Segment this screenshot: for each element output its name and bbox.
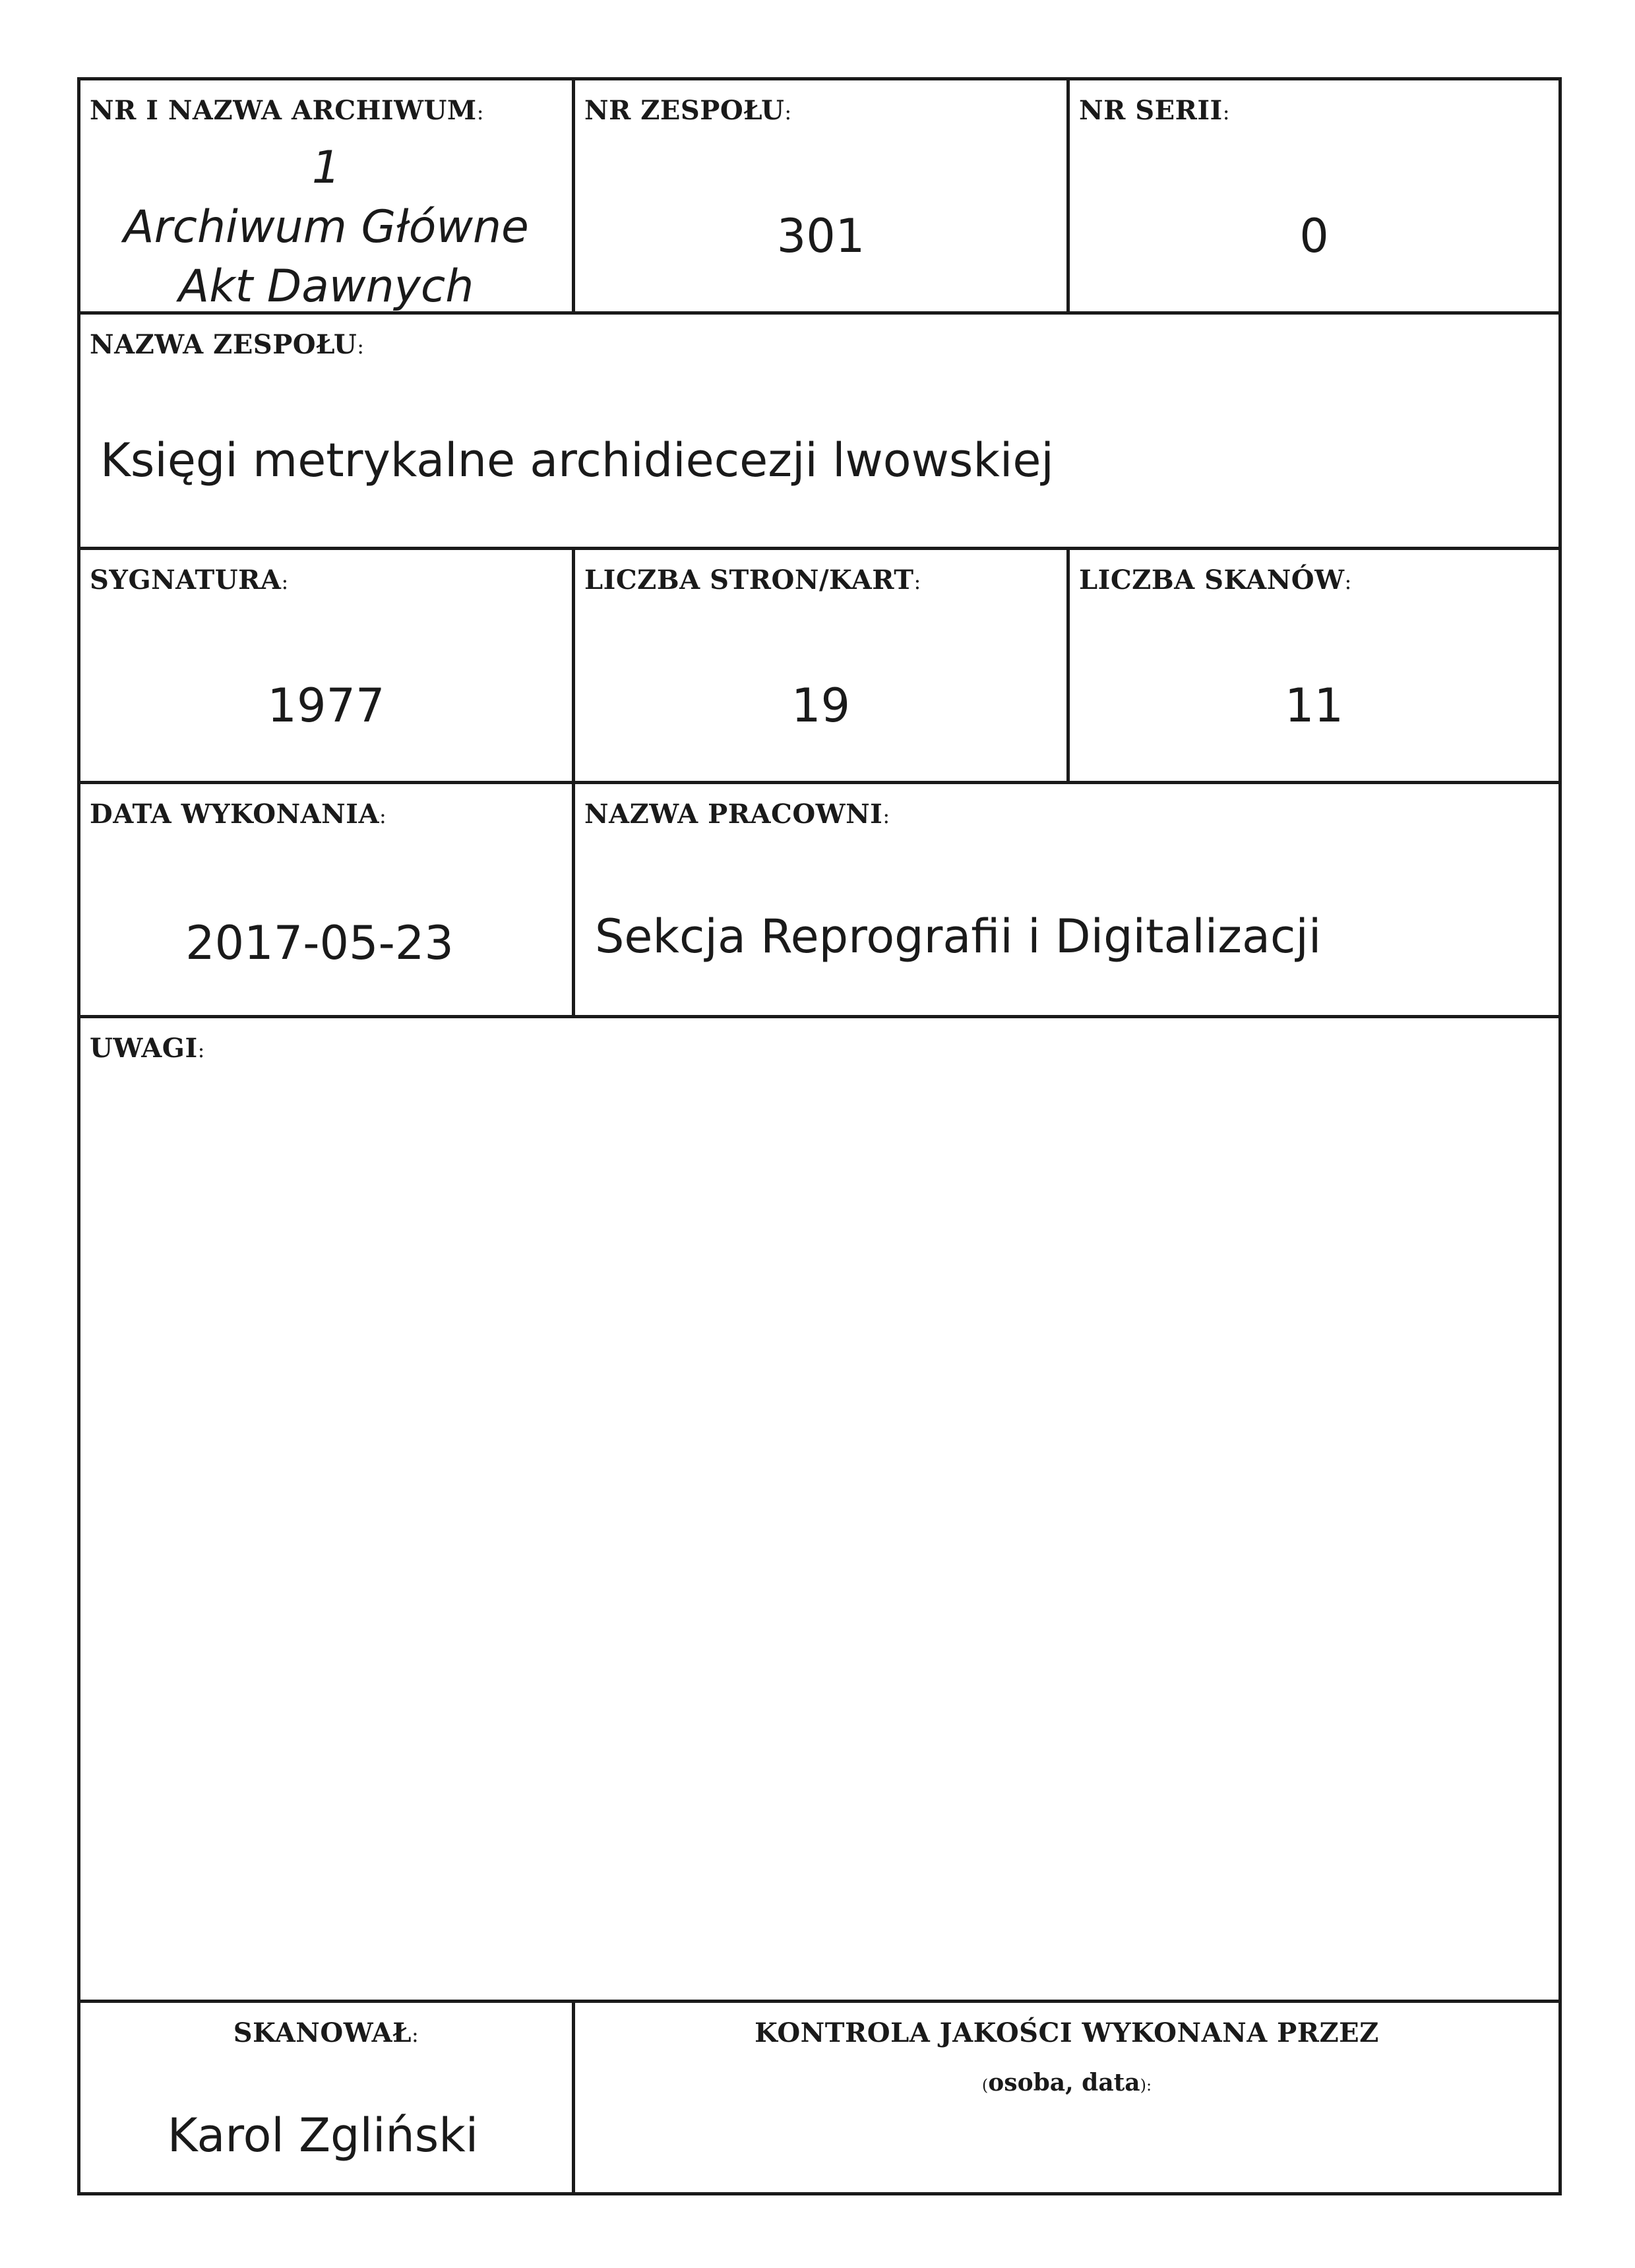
signature-label-text: SYGNATURA: [90, 565, 282, 596]
lab-value: Sekcja Reprografii i Digitalizacji: [595, 909, 1322, 964]
archive-label: NR I NAZWA ARCHIWUM:: [90, 95, 484, 126]
quality-control-sublabel-text: osoba, data: [988, 2069, 1140, 2097]
archive-name-block: [80, 138, 572, 317]
fonds-name-cell: [80, 315, 1558, 550]
archive-number: 1: [311, 142, 341, 194]
scans-cell: [1070, 550, 1558, 784]
fonds-name-value: Księgi metrykalne archidiecezji lwowskiej: [100, 433, 1054, 487]
scanned-by-label: SKANOWAŁ:: [233, 2017, 419, 2048]
series-label-text: NR SERII: [1079, 95, 1223, 126]
scans-label: LICZBA SKANÓW:: [1079, 565, 1352, 596]
series-value: 0: [1299, 209, 1329, 263]
quality-control-cell: [575, 2003, 1558, 2192]
archive-cell: [80, 80, 575, 315]
lab-cell: [575, 784, 1558, 1018]
date-label: DATA WYKONANIA:: [90, 799, 387, 830]
quality-control-label: KONTROLA JAKOŚCI WYKONANA PRZEZ: [755, 2017, 1379, 2048]
signature-cell: [80, 550, 575, 784]
fonds-name-label-text: NAZWA ZESPOŁU: [90, 329, 357, 360]
archive-name-line2: Akt Dawnych: [178, 261, 474, 313]
notes-label-text: UWAGI: [90, 1033, 198, 1064]
scanned-by-cell: [80, 2003, 575, 2192]
scanned-by-value: Karol Zgliński: [167, 2108, 479, 2162]
notes-label: UWAGI:: [90, 1033, 205, 1064]
signature-value: 1977: [267, 679, 385, 733]
scans-label-text: LICZBA SKANÓW: [1079, 565, 1345, 596]
date-cell: [80, 784, 575, 1018]
archive-label-text: NR I NAZWA ARCHIWUM: [90, 95, 477, 126]
scanned-by-label-text: SKANOWAŁ: [233, 2017, 412, 2048]
archive-scan-card: [77, 77, 1562, 2195]
fonds-number-value: 301: [776, 209, 865, 263]
pages-value: 19: [791, 679, 851, 733]
date-value: 2017-05-23: [185, 916, 454, 970]
archive-name-line1: Archiwum Główne: [123, 201, 529, 253]
fonds-number-label: NR ZESPOŁU:: [584, 95, 792, 126]
fonds-number-label-text: NR ZESPOŁU: [584, 95, 785, 126]
scans-value: 11: [1284, 679, 1344, 733]
series-label: NR SERII:: [1079, 95, 1231, 126]
quality-control-sublabel: (osoba, data):: [981, 2069, 1152, 2097]
pages-label: LICZBA STRON/KART:: [584, 565, 921, 596]
lab-label-text: NAZWA PRACOWNI: [584, 799, 883, 830]
lab-label: NAZWA PRACOWNI:: [584, 799, 890, 830]
fonds-name-label: NAZWA ZESPOŁU:: [90, 329, 365, 360]
notes-cell: [80, 1018, 1558, 2003]
pages-cell: [575, 550, 1070, 784]
signature-label: SYGNATURA:: [90, 565, 289, 596]
fonds-number-cell: [575, 80, 1070, 315]
series-cell: [1070, 80, 1558, 315]
pages-label-text: LICZBA STRON/KART: [584, 565, 914, 596]
date-label-text: DATA WYKONANIA: [90, 799, 379, 830]
